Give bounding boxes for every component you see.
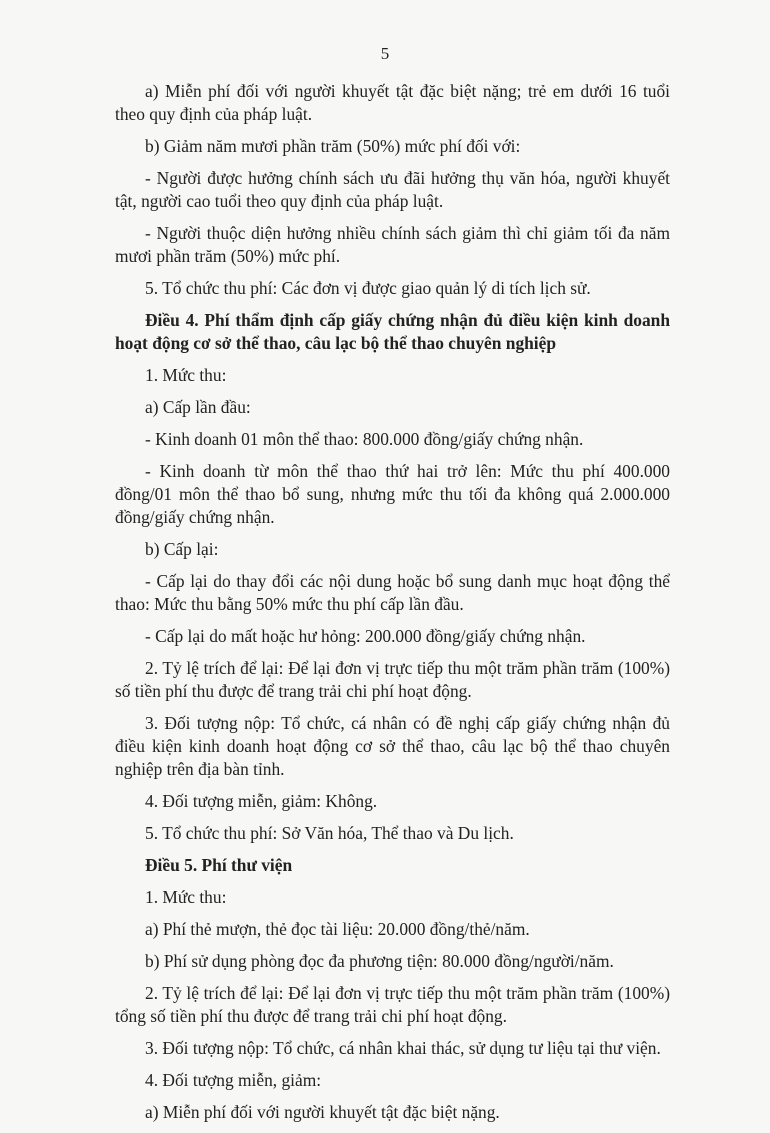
paragraph: b) Phí sử dụng phòng đọc đa phương tiện: 80.000 đồng/người/năm. bbox=[145, 951, 614, 971]
paragraph: 1. Mức thu: bbox=[145, 365, 227, 385]
paragraph: 3. Đối tượng nộp: Tổ chức, cá nhân khai thác, sử dụng tư liệu tại thư viện. bbox=[145, 1038, 661, 1058]
paragraph: a) Cấp lần đầu: bbox=[145, 397, 251, 417]
paragraph: 3. Đối tượng nộp: Tổ chức, cá nhân có đề nghị cấp giấy chứng nhận đủ điều kiện kinh doanh hoạt động cơ sở thể thao, câu lạc bộ thể thao chuyên nghiệp trên địa bàn tỉnh. bbox=[115, 713, 670, 779]
paragraph: a) Miễn phí đối với người khuyết tật đặc biệt nặng. bbox=[145, 1102, 500, 1122]
paragraph: b) Giảm năm mươi phần trăm (50%) mức phí đối với: bbox=[145, 136, 521, 156]
paragraph: - Cấp lại do thay đổi các nội dung hoặc bổ sung danh mục hoạt động thể thao: Mức thu bằng 50% mức thu phí cấp lần đầu. bbox=[115, 571, 670, 614]
paragraph: - Người thuộc diện hưởng nhiều chính sách giảm thì chỉ giảm tối đa năm mươi phần trăm (50%) mức phí. bbox=[115, 223, 670, 266]
paragraph: a) Phí thẻ mượn, thẻ đọc tài liệu: 20.000 đồng/thẻ/năm. bbox=[145, 919, 530, 939]
article-heading: Điều 4. Phí thẩm định cấp giấy chứng nhận đủ điều kiện kinh doanh hoạt động cơ sở thể thao, câu lạc bộ thể thao chuyên nghiệp bbox=[115, 310, 670, 353]
article-heading: Điều 5. Phí thư viện bbox=[145, 855, 293, 875]
paragraph: 5. Tổ chức thu phí: Các đơn vị được giao quản lý di tích lịch sử. bbox=[145, 278, 591, 298]
paragraph: - Người được hưởng chính sách ưu đãi hưởng thụ văn hóa, người khuyết tật, người cao tuổi theo quy định của pháp luật. bbox=[115, 168, 670, 211]
document-body bbox=[115, 80, 670, 1133]
paragraph: b) Cấp lại: bbox=[145, 539, 219, 559]
paragraph: a) Miễn phí đối với người khuyết tật đặc biệt nặng; trẻ em dưới 16 tuổi theo quy định của pháp luật. bbox=[115, 81, 670, 124]
paragraph: 4. Đối tượng miễn, giảm: Không. bbox=[145, 791, 378, 811]
paragraph: 2. Tỷ lệ trích để lại: Để lại đơn vị trực tiếp thu một trăm phần trăm (100%) số tiền phí thu được để trang trải chi phí hoạt động. bbox=[115, 658, 670, 701]
paragraph: 5. Tổ chức thu phí: Sở Văn hóa, Thể thao và Du lịch. bbox=[145, 823, 514, 843]
paragraph: 1. Mức thu: bbox=[145, 887, 227, 907]
paragraph: 2. Tỷ lệ trích để lại: Để lại đơn vị trực tiếp thu một trăm phần trăm (100%) tổng số tiền phí thu được để trang trải chi phí hoạt động. bbox=[115, 983, 670, 1026]
paragraph: - Cấp lại do mất hoặc hư hỏng: 200.000 đồng/giấy chứng nhận. bbox=[145, 626, 586, 646]
paragraph: - Kinh doanh từ môn thể thao thứ hai trở lên: Mức thu phí 400.000 đồng/01 môn thể thao bổ sung, nhưng mức thu tối đa không quá 2.000.000 đồng/giấy chứng nhận. bbox=[115, 461, 670, 527]
page-number: 5 bbox=[380, 44, 390, 63]
paragraph: 4. Đối tượng miễn, giảm: bbox=[145, 1070, 322, 1090]
paragraph: - Kinh doanh 01 môn thể thao: 800.000 đồng/giấy chứng nhận. bbox=[145, 429, 584, 449]
